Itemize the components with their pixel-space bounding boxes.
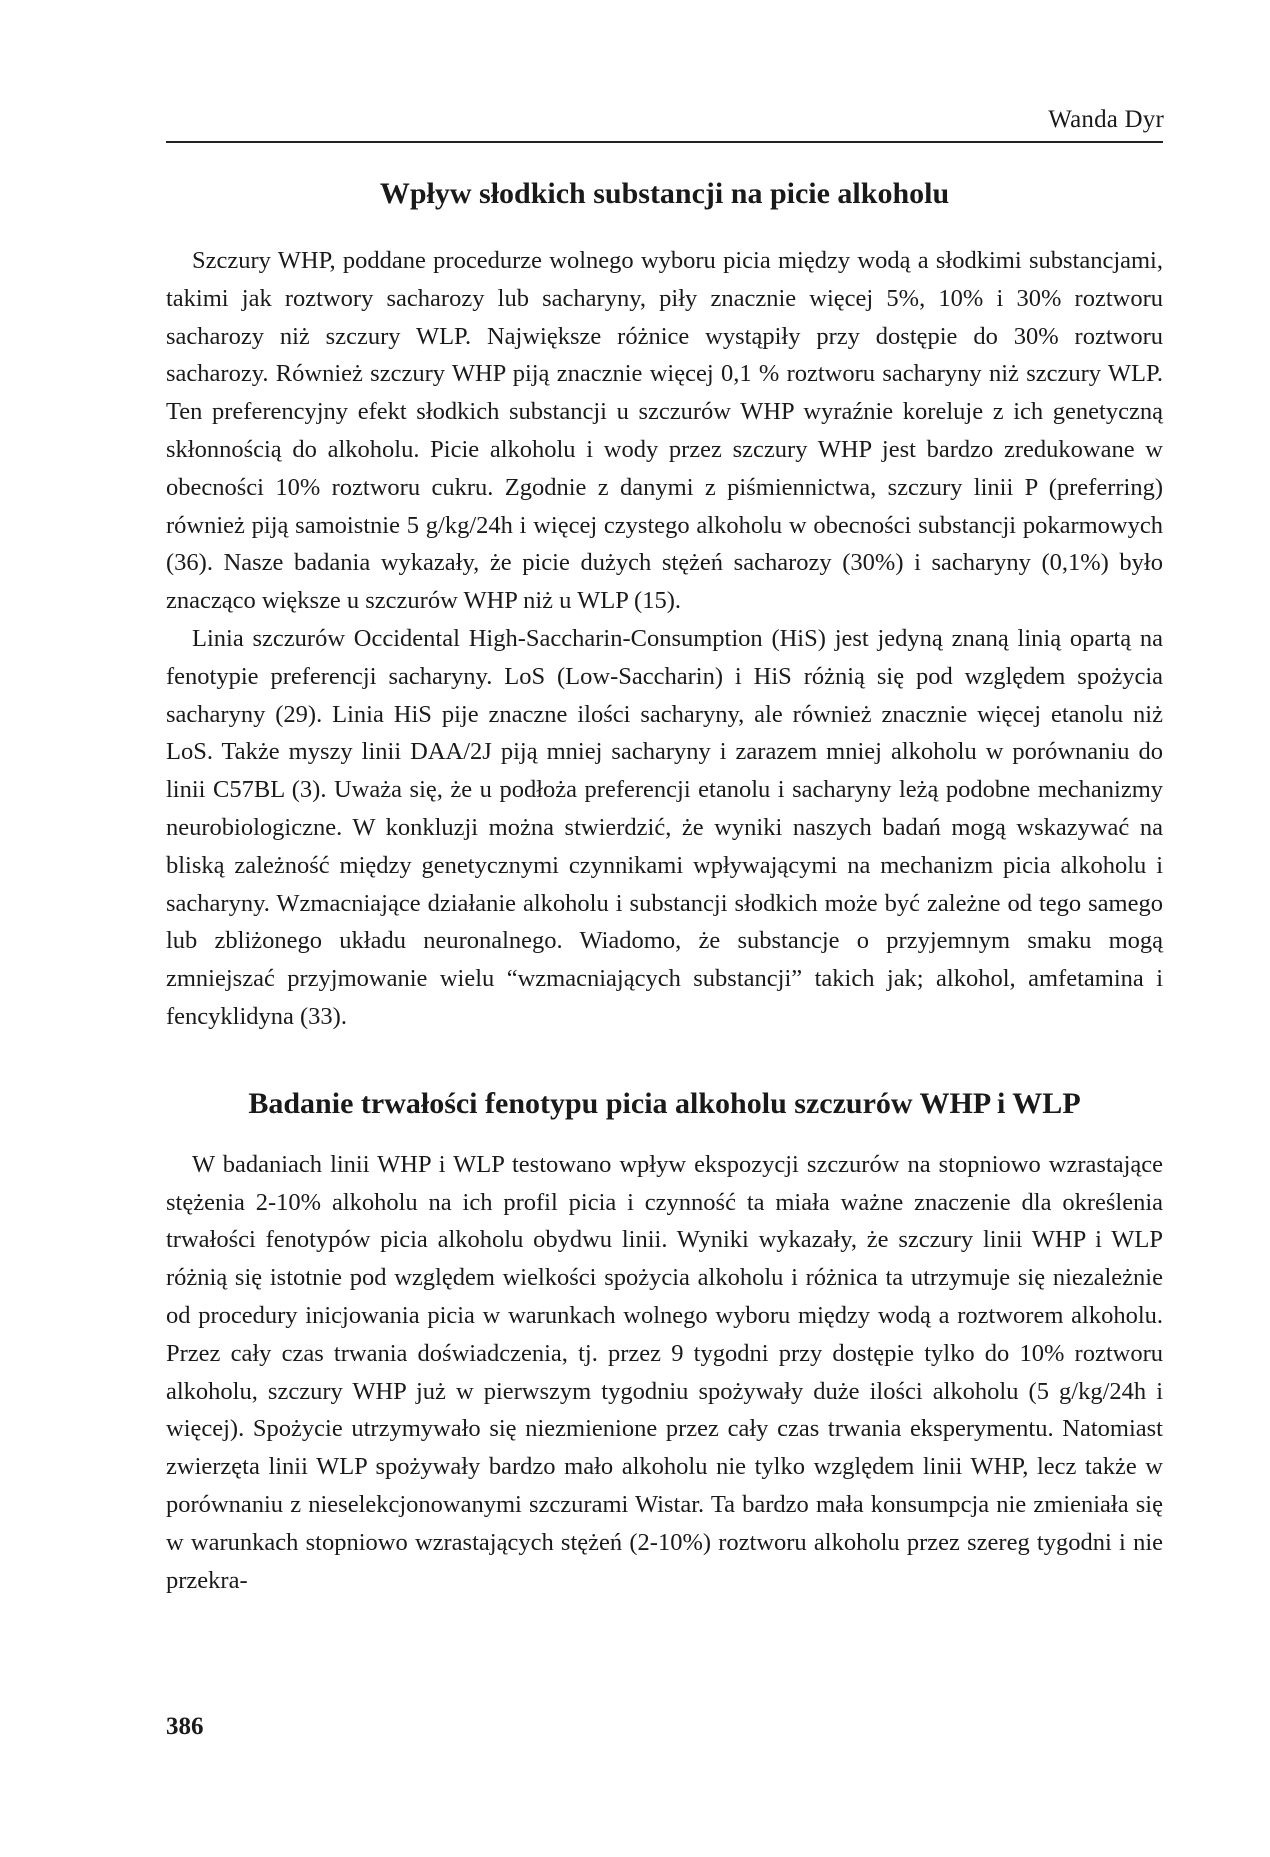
header-rule: [166, 141, 1163, 143]
paragraph-sweet-substances-1: Szczury WHP, poddane procedurze wolnego wyboru picia między wodą a słodkimi substancjami, takimi jak roztwory sacharozy lub sacharyny, piły znacznie więcej 5%, 10% i 30% roztworu sacharozy niż szczury WLP. Największe różnice wystąpiły przy dostępie do 30% roztworu sacharozy. Również szczury WHP piją znacznie więcej 0,1 % roztworu sacharyny niż szczury WLP. Ten preferencyjny efekt słodkich substancji u szczurów WHP wyraźnie koreluje z ich genetyczną skłonnością do alkoholu. Picie alkoholu i wody przez szczury WHP jest bardzo zredukowane w obecności 10% roztworu cukru. Zgodnie z danymi z piśmiennictwa, szczury linii P (preferring) również piją samoistnie 5 g/kg/24h i więcej czystego alkoholu w obecności substancji pokarmowych (36). Nasze badania wykazały, że picie dużych stężeń sacharozy (30%) i sacharyny (0,1%) było znacząco większe u szczurów WHP niż u WLP (15).: [166, 247, 1163, 615]
paragraph-phenotype-stability-1: W badaniach linii WHP i WLP testowano wpływ ekspozycji szczurów na stopniowo wzrastające stężenia 2-10% alkoholu na ich profil picia i czynność ta miała ważne znaczenie dla określenia trwałości fenotypów picia alkoholu obydwu linii. Wyniki wykazały, że szczury linii WHP i WLP różnią się istotnie pod względem wielkości spożycia alkoholu i różnica ta utrzymuje się niezależnie od procedury inicjowania picia w warunkach wolnego wyboru między wodą a roztworem alkoholu. Przez cały czas trwania doświadczenia, tj. przez 9 tygodni przy dostępie tylko do 10% roztworu alkoholu, szczury WHP już w pierwszym tygodniu spożywały duże ilości alkoholu (5 g/kg/24h i więcej). Spożycie utrzymywało się niezmienione przez cały czas trwania eksperymentu. Natomiast zwierzęta linii WLP spożywały bardzo mało alkoholu nie tylko względem linii WHP, lecz także w porównaniu z nieselekcjonowanymi szczurami Wistar. Ta bardzo mała konsumpcja nie zmieniała się w warunkach stopniowo wzrastających stężeń (2-10%) roztworu alkoholu przez szereg tygodni i nie przekra-: [166, 1150, 1163, 1594]
paragraph-sweet-substances-2: Linia szczurów Occidental High-Saccharin-Consumption (HiS) jest jedyną znaną linią opartą na fenotypie preferencji sacharyny. LoS (Low-Saccharin) i HiS różnią się pod względem spożycia sacharyny (29). Linia HiS pije znaczne ilości sacharyny, ale również znacznie więcej etanolu niż LoS. Także myszy linii DAA/2J piją mniej sacharyny i zarazem mniej alkoholu w porównaniu do linii C57BL (3). Uważa się, że u podłoża preferencji etanolu i sacharyny leżą podobne mechanizmy neurobiologiczne. W konkluzji można stwierdzić, że wyniki naszych badań mogą wskazywać na bliską zależność między genetycznymi czynnikami wpływającymi na mechanizm picia alkoholu i sacharyny. Wzmacniające działanie alkoholu i substancji słodkich może być zależne od tego samego lub zbliżonego układu neuronalnego. Wiadomo, że substancje o przyjemnym smaku mogą zmniejszać przyjmowanie wielu “wzmacniających substancji” takich jak; alkohol, amfetamina i fencyklidyna (33).: [166, 624, 1163, 1030]
section-title-sweet-substances: Wpływ słodkich substancji na picie alkoholu: [379, 177, 950, 210]
page-number: 386: [166, 1713, 204, 1740]
section-title-phenotype-stability: Badanie trwałości fenotypu picia alkoholu szczurów WHP i WLP: [248, 1086, 1081, 1120]
running-head-author: Wanda Dyr: [1048, 106, 1164, 133]
page-content: [166, 176, 1163, 1599]
